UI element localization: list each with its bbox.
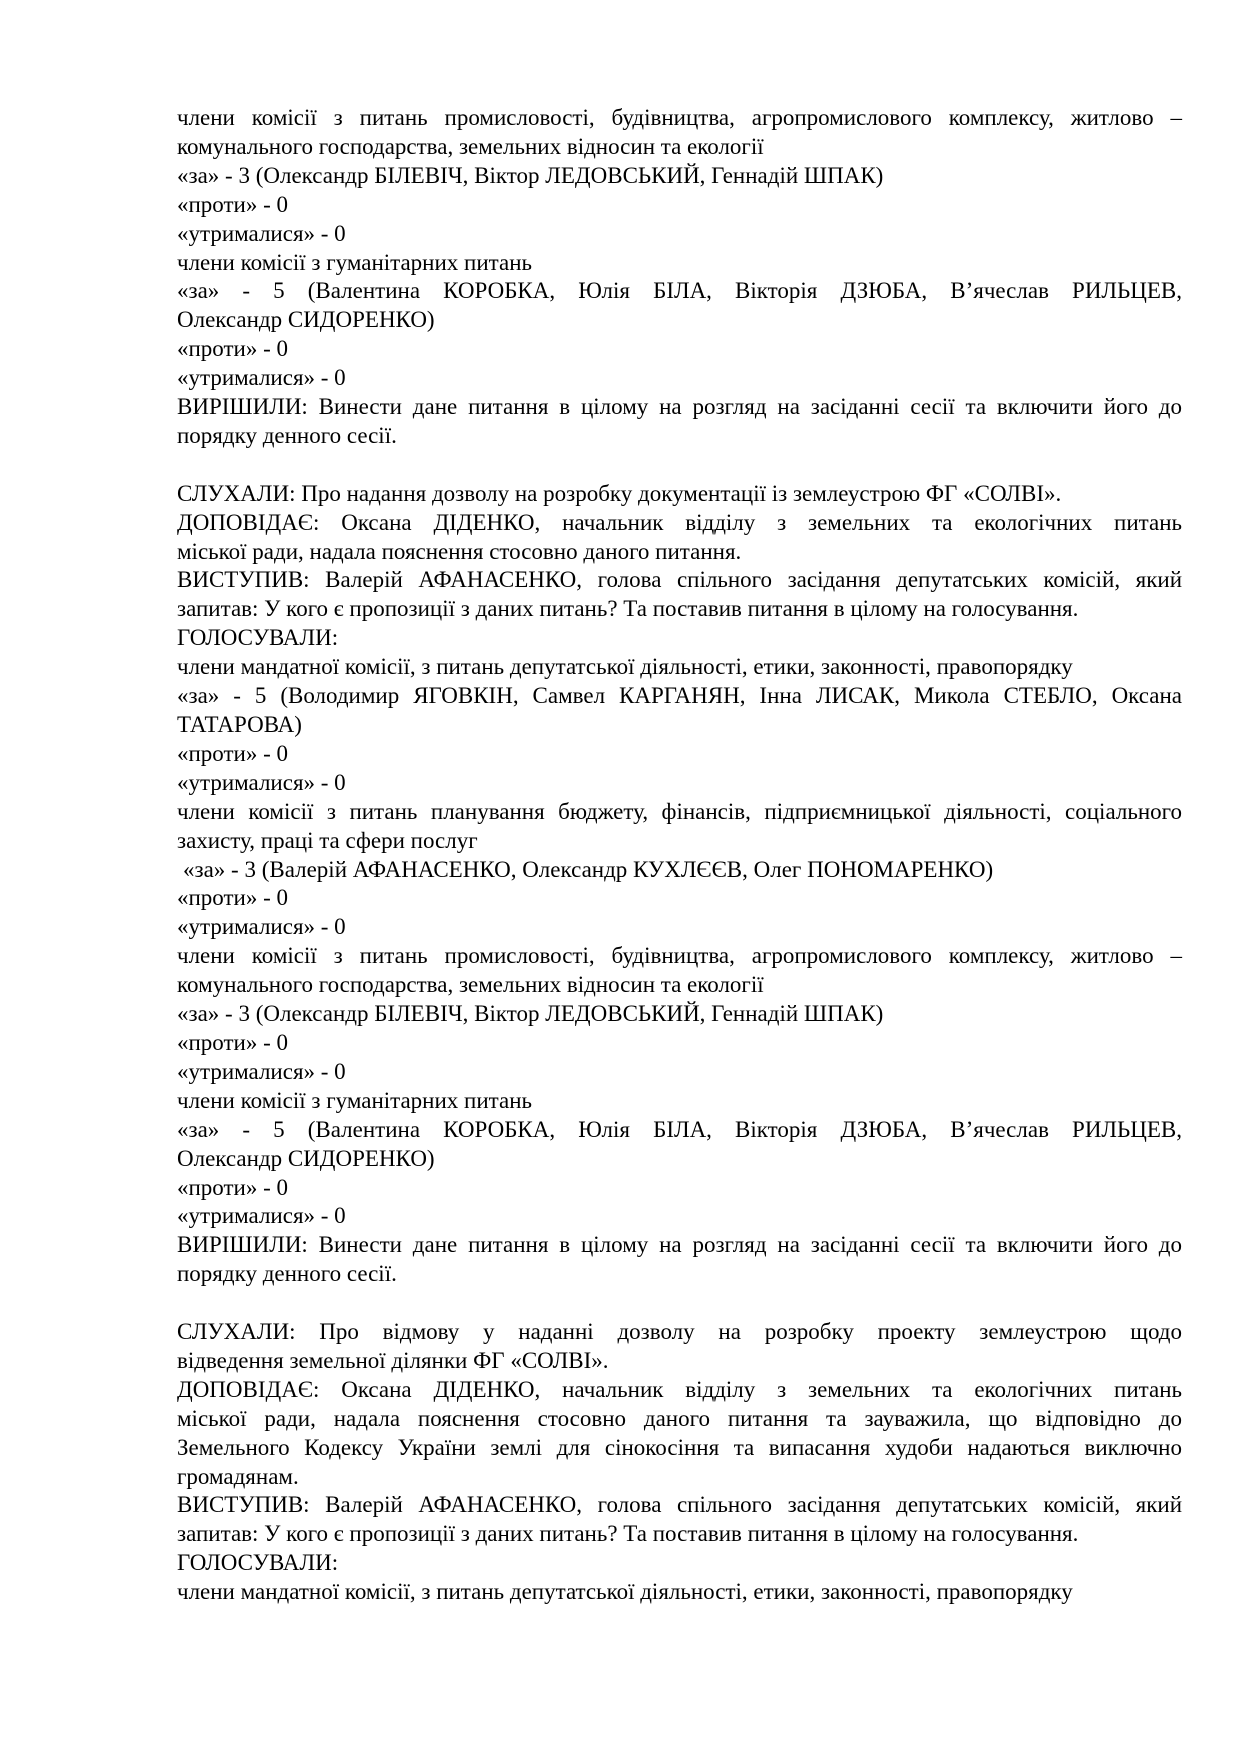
- speaker-line-cont: запитав: У кого є пропозиції з даних питань? Та поставив питання в цілому на голосування.: [177, 596, 1079, 622]
- reporter-line: ДОПОВІДАЄ: Оксана ДІДЕНКО, начальник відділу з земельних та екологічних питань: [177, 509, 1182, 535]
- commission-industry-header-line1: члени комісії з питань промисловості, будівництва, агропромислового комплексу, житлово –: [177, 943, 1182, 969]
- document-page: [177, 104, 1182, 1607]
- vote-for-line: «за» - 5 (Валентина КОРОБКА, Юлія БІЛА, Вікторія ДЗЮБА, В’ячеслав РИЛЬЦЕВ,: [177, 278, 1182, 304]
- vote-against-line: «проти» - 0: [177, 336, 289, 362]
- commission-humanitarian-header: члени комісії з гуманітарних питань: [177, 249, 533, 275]
- vote-for-line-cont: ТАТАРОВА): [177, 712, 302, 738]
- speaker-line-cont: запитав: У кого є пропозиції з даних питань? Та поставив питання в цілому на голосування.: [177, 1521, 1079, 1547]
- decision-line: ВИРІШИЛИ: Винести дане питання в цілому на розгляд на засіданні сесії та включити його до: [177, 1232, 1182, 1258]
- vote-abstained-line: «утрималися» - 0: [177, 220, 346, 246]
- vote-for-line: «за» - 3 (Олександр БІЛЕВІЧ, Віктор ЛЕДОВСЬКИЙ, Геннадій ШПАК): [177, 162, 884, 188]
- heard-item-line: СЛУХАЛИ: Про відмову у наданні дозволу на розробку проекту землеустрою щодо: [177, 1319, 1182, 1345]
- heard-item-line-cont: відведення земельної ділянки ФГ «СОЛВІ».: [177, 1347, 609, 1373]
- commission-mandate-header: члени мандатної комісії, з питань депутатської діяльності, етики, законності, правопорядку: [177, 1579, 1073, 1605]
- voted-heading: ГОЛОСУВАЛИ:: [177, 625, 339, 651]
- decision-line-cont: порядку денного сесії.: [177, 1261, 397, 1287]
- reporter-line-cont: Земельного Кодексу України землі для сінокосіння та випасання худоби надаються виключно: [177, 1434, 1182, 1460]
- decision-line-cont: порядку денного сесії.: [177, 422, 397, 448]
- commission-humanitarian-header: члени комісії з гуманітарних питань: [177, 1087, 533, 1113]
- commission-industry-header-line2: комунального господарства, земельних відносин та екології: [177, 972, 764, 998]
- paragraph-gap: [177, 451, 1182, 480]
- vote-against-line: «проти» - 0: [177, 885, 289, 911]
- vote-for-line: «за» - 3 (Валерій АФАНАСЕНКО, Олександр КУХЛЄЄВ, Олег ПОНОМАРЕНКО): [183, 856, 994, 882]
- reporter-line-cont: міської ради, надала пояснення стосовно даного питання.: [177, 538, 742, 564]
- vote-for-line-cont: Олександр СИДОРЕНКО): [177, 307, 435, 333]
- reporter-line-cont: міської ради, надала пояснення стосовно даного питання та зауважила, що відповідно до: [177, 1405, 1182, 1431]
- vote-for-line: «за» - 3 (Олександр БІЛЕВІЧ, Віктор ЛЕДОВСЬКИЙ, Геннадій ШПАК): [177, 1001, 884, 1027]
- vote-abstained-line: «утрималися» - 0: [177, 769, 346, 795]
- vote-abstained-line: «утрималися» - 0: [177, 365, 346, 391]
- decision-line: ВИРІШИЛИ: Винести дане питання в цілому на розгляд на засіданні сесії та включити його до: [177, 394, 1182, 420]
- commission-industry-header-line2: комунального господарства, земельних відносин та екології: [177, 133, 764, 159]
- commission-mandate-header: члени мандатної комісії, з питань депутатської діяльності, етики, законності, правопорядку: [177, 654, 1073, 680]
- voted-heading: ГОЛОСУВАЛИ:: [177, 1550, 339, 1576]
- speaker-line: ВИСТУПИВ: Валерій АФАНАСЕНКО, голова спільного засідання депутатських комісій, який: [177, 1492, 1182, 1518]
- paragraph-gap: [177, 1289, 1182, 1318]
- heard-item-line: СЛУХАЛИ: Про надання дозволу на розробку документації із землеустрою ФГ «СОЛВІ».: [177, 480, 1062, 506]
- vote-for-line: «за» - 5 (Володимир ЯГОВКІН, Самвел КАРГАНЯН, Інна ЛИСАК, Микола СТЕБЛО, Оксана: [177, 683, 1182, 709]
- commission-industry-header-line1: члени комісії з питань промисловості, будівництва, агропромислового комплексу, житлово –: [177, 105, 1182, 130]
- commission-budget-header-line1: члени комісії з питань планування бюджету, фінансів, підприємницької діяльності, соціального: [177, 798, 1182, 824]
- vote-against-line: «проти» - 0: [177, 191, 289, 217]
- speaker-line: ВИСТУПИВ: Валерій АФАНАСЕНКО, голова спільного засідання депутатських комісій, який: [177, 567, 1182, 593]
- vote-for-line-cont: Олександр СИДОРЕНКО): [177, 1145, 435, 1171]
- vote-against-line: «проти» - 0: [177, 740, 289, 766]
- vote-abstained-line: «утрималися» - 0: [177, 1058, 346, 1084]
- reporter-line: ДОПОВІДАЄ: Оксана ДІДЕНКО, начальник відділу з земельних та екологічних питань: [177, 1376, 1182, 1402]
- commission-budget-header-line2: захисту, праці та сфери послуг: [177, 827, 478, 853]
- vote-abstained-line: «утрималися» - 0: [177, 1203, 346, 1229]
- vote-against-line: «проти» - 0: [177, 1029, 289, 1055]
- vote-against-line: «проти» - 0: [177, 1174, 289, 1200]
- vote-for-line: «за» - 5 (Валентина КОРОБКА, Юлія БІЛА, Вікторія ДЗЮБА, В’ячеслав РИЛЬЦЕВ,: [177, 1116, 1182, 1142]
- vote-abstained-line: «утрималися» - 0: [177, 914, 346, 940]
- reporter-line-cont: громадянам.: [177, 1463, 299, 1489]
